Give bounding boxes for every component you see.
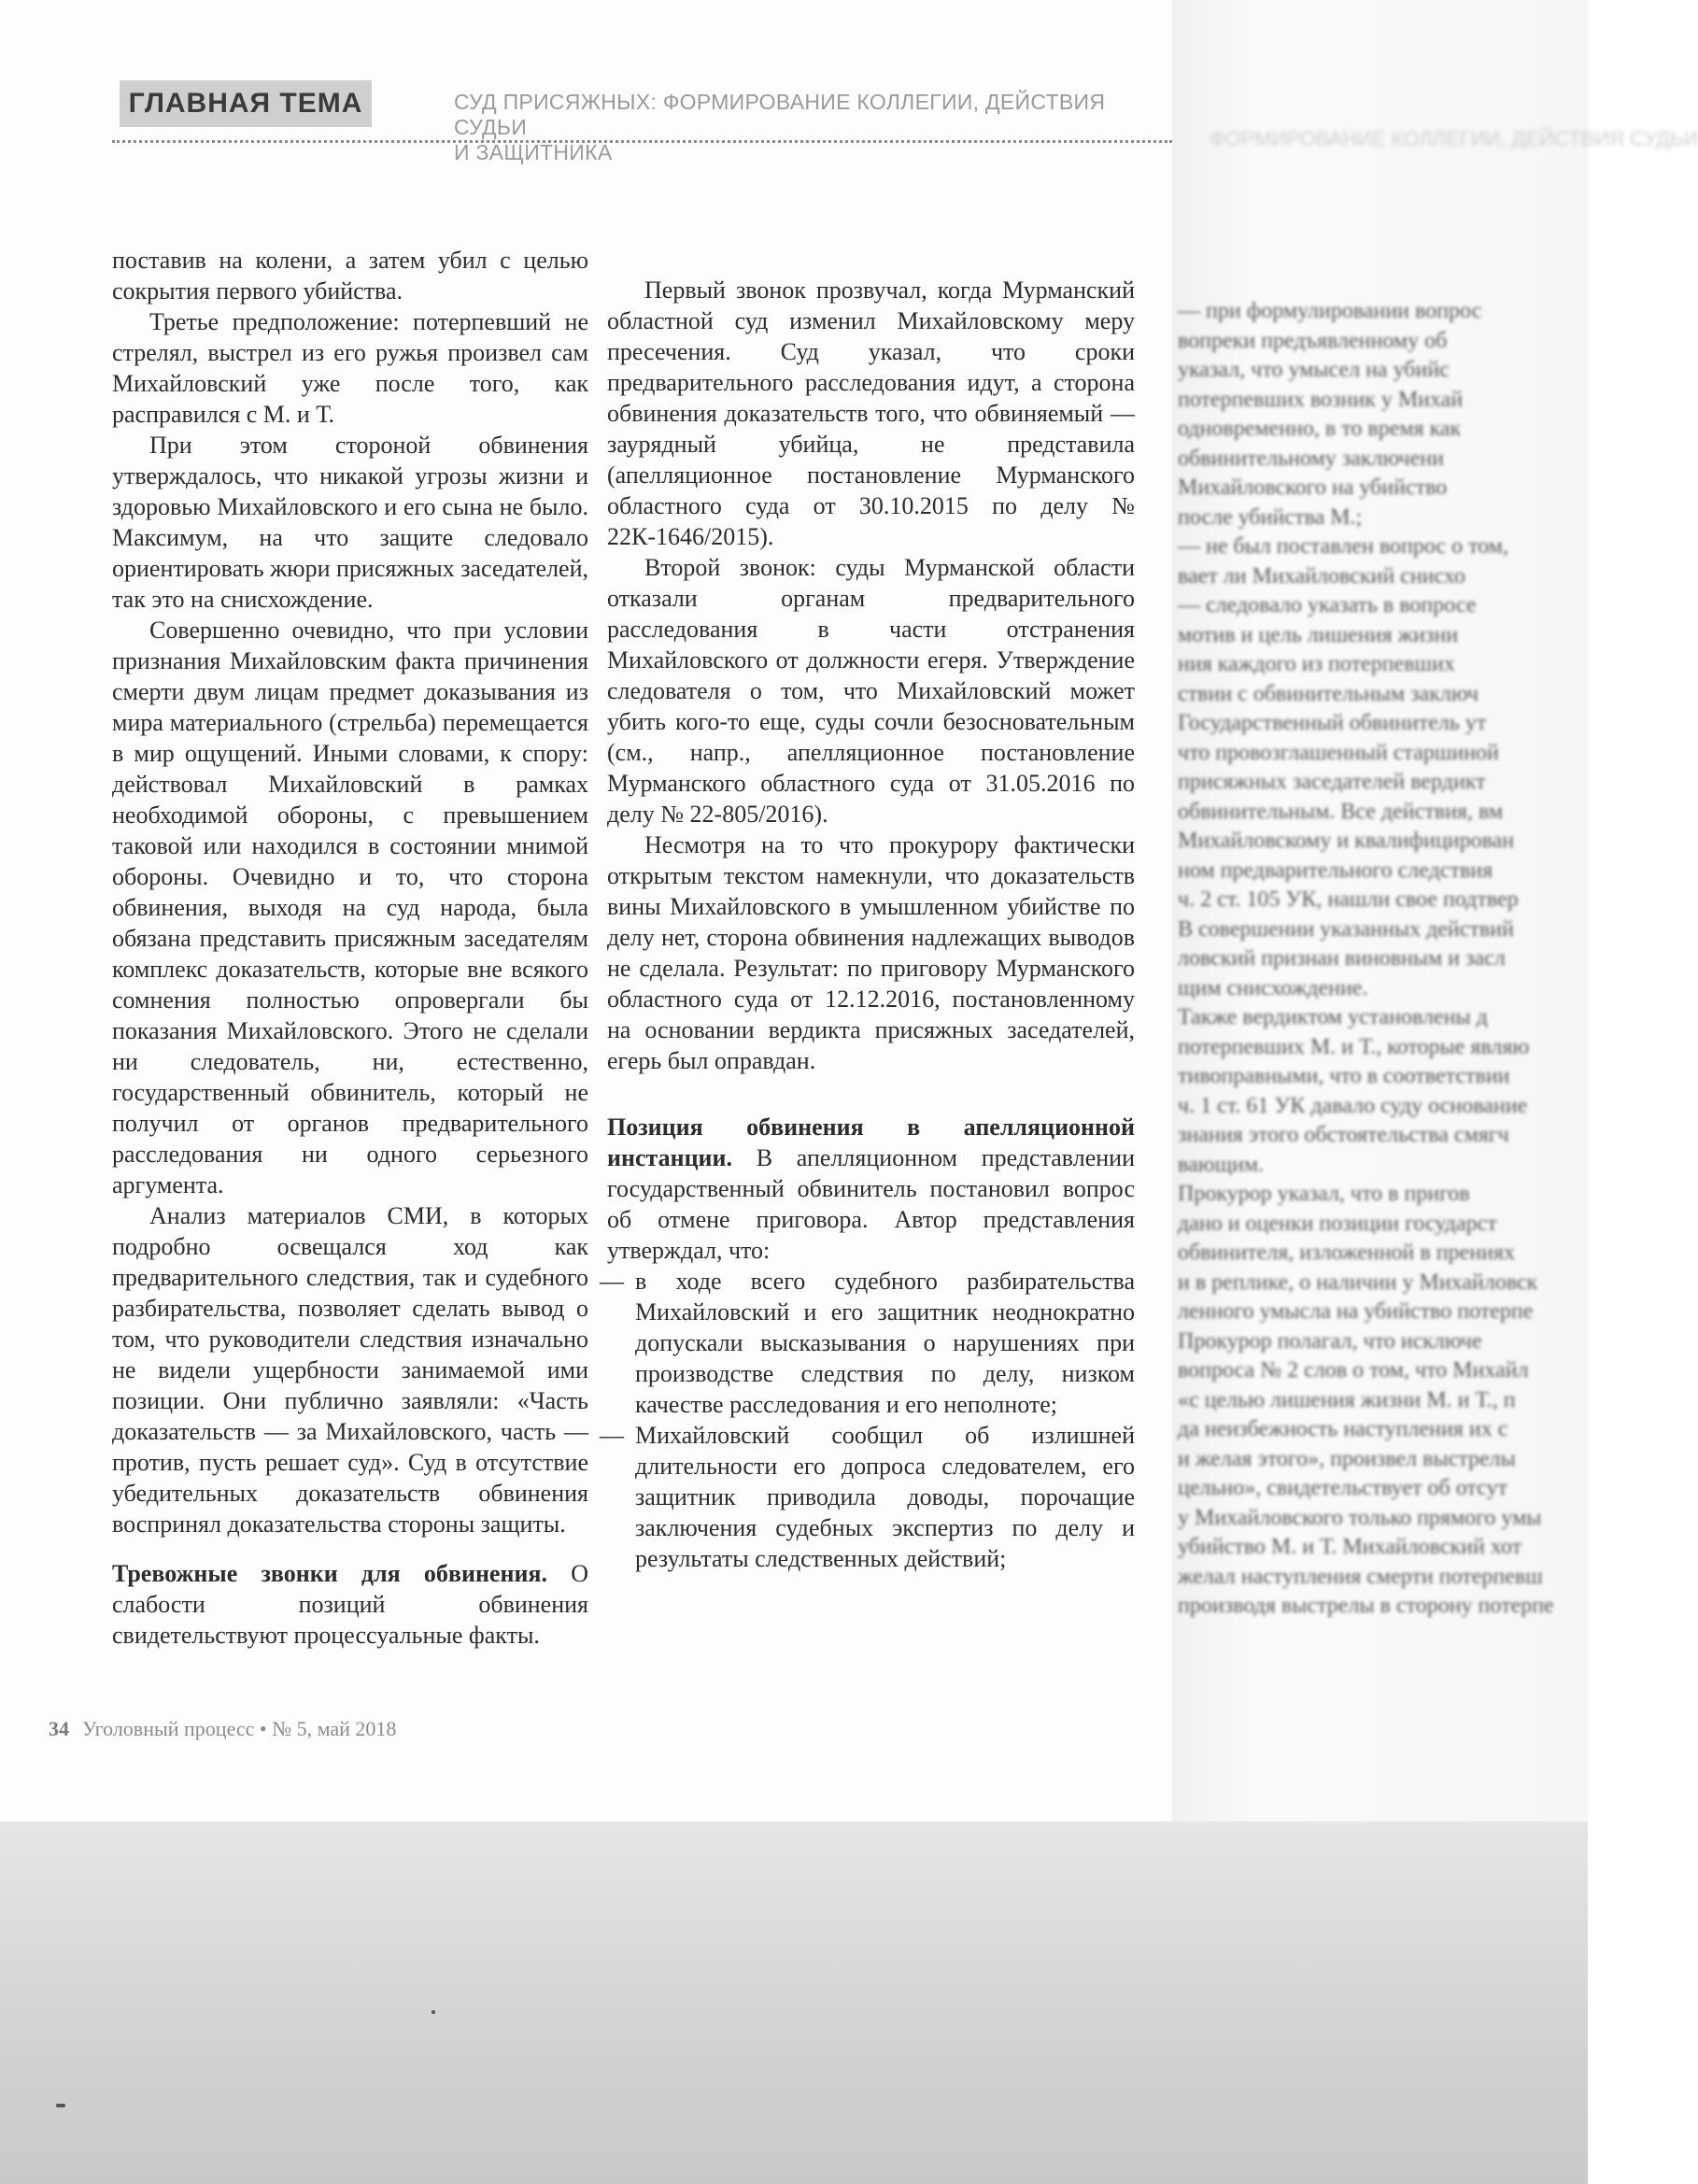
section-heading: Позиция обвинения в апелляционной инстанции. xyxy=(607,1113,1135,1171)
paragraph: Совершенно очевидно, что при условии признания Михайловским факта причинения смерти двум лицам предмет доказывания из мира материального (стрельба) перемещается в мир ощущений. Иными словами, к спору: действовал Михайловский в рамках необходимой обороны, с превышением таковой или находился в состоянии мнимой обороны. Очевидно и то, что сторона обвинения, выходя на суд народа, была обязана представить присяжным заседателям комплекс доказательств, которые вне всякого сомнения полностью опровергали бы показания Михайловского. Этого не сделали ни следователь, ни, естественно, государственный обвинитель, который не получил от органов предварительного расследования ни одного серьезного аргумента. xyxy=(112,617,588,1198)
right-page-line: щим снисхождение. xyxy=(1178,975,1368,1000)
paragraph-text: О слабости позиций обвинения свидетельствуют процессуальные факты. xyxy=(112,1560,589,1649)
paragraph: Несмотря на то что прокурору фактически открытым текстом намекнули, что доказательств вины Михайловского в умышленном убийстве по делу нет, сторона обвинения надлежащих выводов не сделала. Результат: по приговору Мурманского областного суда от 12.12.2016, постановленному на основании вердикта присяжных заседателей, егерь был оправдан. xyxy=(607,831,1135,1074)
paragraph: Второй звонок: суды Мурманской области отказали органам предварительного расследования в части отстранения Михайловского от должности егеря. Утверждение следователя о том, что Михайловский может убить кого-то еще, суды сочли безосновательным (см., напр., апелляционное постановление Мурманского областного суда от 31.05.2016 по делу № 22-805/2016). xyxy=(607,554,1135,828)
paragraph-with-heading xyxy=(607,1112,1135,1266)
header-title-line1: СУД ПРИСЯЖНЫХ: ФОРМИРОВАНИЕ КОЛЛЕГИИ, ДЕЙСТВИЯ СУДЬИ xyxy=(454,90,1106,139)
right-page-line: убийство М. и Т. Михайловский хот xyxy=(1178,1535,1522,1559)
paragraph: Анализ материалов СМИ, в которых подробно освещался ход как предварительного следствия, так и судебного разбирательства, позволяет сделать вывод о том, что руководители следствия изначально не видели ущербности занимаемой ими позиции. Они публично заявляли: «Часть доказательств — за Михайловского, часть — против, пусть решает суд». Суд в отсутствие убедительных доказательств обвинения воспринял доказательства стороны защиты. xyxy=(112,1202,588,1538)
paragraph-with-heading xyxy=(112,1558,588,1651)
right-page-line: у Михайловского только прямого умы xyxy=(1178,1505,1542,1530)
right-page-line: Михайловскому и квалифицирован xyxy=(1178,829,1515,853)
article-header-title xyxy=(454,90,1164,165)
right-page-line: вопреки предъявленному об xyxy=(1178,328,1448,353)
page-number: 34 xyxy=(49,1717,69,1740)
right-page xyxy=(1172,0,1698,1859)
right-page-line: и желая этого», произвел выстрелы xyxy=(1178,1446,1516,1471)
right-page-line: ном предварительного следствия xyxy=(1178,858,1493,883)
right-page-line: тивоправными, что в соответствии xyxy=(1178,1064,1510,1088)
right-page-line: одновременно, в то время как xyxy=(1178,417,1462,441)
right-page-line: ния каждого из потерпевших xyxy=(1178,652,1455,676)
right-page-line: потерпевших возник у Михай xyxy=(1178,387,1464,412)
right-page-line: ч. 1 ст. 61 УК давало суду основание xyxy=(1178,1093,1528,1118)
list-item: — Михайловский сообщил об излишней длительности его допроса следователем, его защитник приводила доводы, порочащие заключения судебных экспертиз по делу и результаты следственных действий; xyxy=(607,1420,1135,1574)
text-column-1 xyxy=(112,245,588,1651)
right-page-line: ч. 2 ст. 105 УК, нашли свое подтвер xyxy=(1178,887,1519,912)
right-page-line: — не был поставлен вопрос о том, xyxy=(1178,534,1508,559)
paragraph: При этом стороной обвинения утверждалось, что никакой угрозы жизни и здоровью Михайловского и его сына не было. Максимум, на что защите следовало ориентировать жюри присяжных заседателей, так это на снисхождение. xyxy=(112,432,588,613)
right-page-line: вопроса № 2 слов о том, что Михайл xyxy=(1178,1358,1529,1383)
right-page-line: — следовало указать в вопросе xyxy=(1178,593,1477,617)
right-page-line: мотив и цель лишения жизни xyxy=(1178,622,1459,647)
right-page-line: — при формулировании вопрос xyxy=(1178,299,1482,323)
paragraph: Третье предположение: потерпевший не стрелял, выстрел из его ружья произвел сам Михайловский уже после того, как расправился с М. и Т. xyxy=(112,308,588,428)
text-column-2 xyxy=(607,275,1135,1574)
page-footer xyxy=(49,1717,396,1741)
right-page-line: «с целью лишения жизни М. и Т., п xyxy=(1178,1387,1516,1412)
right-page-line: Прокурор полагал, что исключе xyxy=(1178,1328,1482,1354)
right-page-line: после убийства М.; xyxy=(1178,504,1363,530)
right-page-line: обвинительному заключени xyxy=(1178,446,1444,471)
right-page-line: указал, что умысел на убийс xyxy=(1178,358,1450,382)
header-title-line2: И ЗАЩИТНИКА xyxy=(454,140,613,164)
right-page-line: цельно», свидетельствует об отсут xyxy=(1178,1476,1507,1500)
journal-name: Уголовный процесс • № 5, май 2018 xyxy=(82,1717,397,1740)
paragraph: Первый звонок прозвучал, когда Мурманский областной суд изменил Михайловскому меру пресечения. Суд указал, что сроки предварительного расследования идут, а сторона обвинения доказательств того, что обвиняемый — заурядный убийца, не представила (апелляционное постановление Мурманского областного суда от 30.10.2015 по делу № 22К-1646/2015). xyxy=(607,277,1135,550)
right-page-line: потерпевших М. и Т., которые являю xyxy=(1178,1034,1530,1059)
paragraph-text: В апелляционном представлении государственный обвинитель постановил вопрос об отмене приговора. Автор представления утверждал, что: xyxy=(607,1144,1135,1264)
right-page-line: вающим. xyxy=(1178,1152,1265,1177)
right-page-line: Также вердиктом установлены д xyxy=(1178,1005,1488,1029)
right-page-line: дано и оценки позиции государст xyxy=(1178,1211,1497,1236)
list-item: — в ходе всего судебного разбирательства Михайловский и его защитник неоднократно допускали высказывания о нарушениях при производстве следствия по делу, низком качестве расследования и его неполноте; xyxy=(607,1266,1135,1420)
right-page-line: что провозглашенный старшиной xyxy=(1178,740,1499,765)
right-page-line: Прокурор указал, что в пригов xyxy=(1178,1182,1470,1206)
scan-speck xyxy=(432,2010,435,2014)
right-page-line: обвинителя, изложенной в прениях xyxy=(1178,1241,1515,1265)
right-page-line: обвинительным. Все действия, вм xyxy=(1178,799,1504,824)
paragraph: поставив на колени, а затем убил с целью сокрытия первого убийства. xyxy=(112,247,588,305)
right-page-line: Государственный обвинитель ут xyxy=(1178,711,1487,735)
section-rubric: ГЛАВНАЯ ТЕМА xyxy=(120,80,372,127)
right-page-header: ФОРМИРОВАНИЕ КОЛЛЕГИИ, ДЕЙСТВИЯ СУДЬИ xyxy=(1210,127,1698,150)
right-page-line: да неизбежность наступления их с xyxy=(1178,1417,1508,1441)
right-page-line: знания этого обстоятельства смягч xyxy=(1178,1123,1509,1147)
scan-speck xyxy=(56,2104,65,2107)
right-page-line: ловский признан виновным и засл xyxy=(1178,946,1506,971)
right-page-line: присяжных заседателей вердикт xyxy=(1178,770,1486,794)
right-page-line: ствии с обвинительным заключ xyxy=(1178,681,1479,706)
right-page-line: Михайловского на убийство xyxy=(1178,475,1448,500)
right-page-line: производя выстрелы в сторону потерпе xyxy=(1178,1594,1554,1618)
scan-background xyxy=(0,1822,1588,2184)
right-page-line: ленного умысла на убийство потерпе xyxy=(1178,1299,1534,1324)
right-page-line: желал наступления смерти потерпевш xyxy=(1178,1564,1543,1589)
right-page-text xyxy=(1178,297,1579,1622)
right-page-line: В совершении указанных действий xyxy=(1178,916,1514,942)
argument-list xyxy=(607,1266,1135,1574)
header-divider xyxy=(112,140,1172,143)
right-page-line: вает ли Михайловский снисхо xyxy=(1178,563,1465,589)
section-heading: Тревожные звонки для обвинения. xyxy=(112,1560,548,1587)
right-page-line: и в реплике, о наличии у Михайловск xyxy=(1178,1269,1538,1295)
